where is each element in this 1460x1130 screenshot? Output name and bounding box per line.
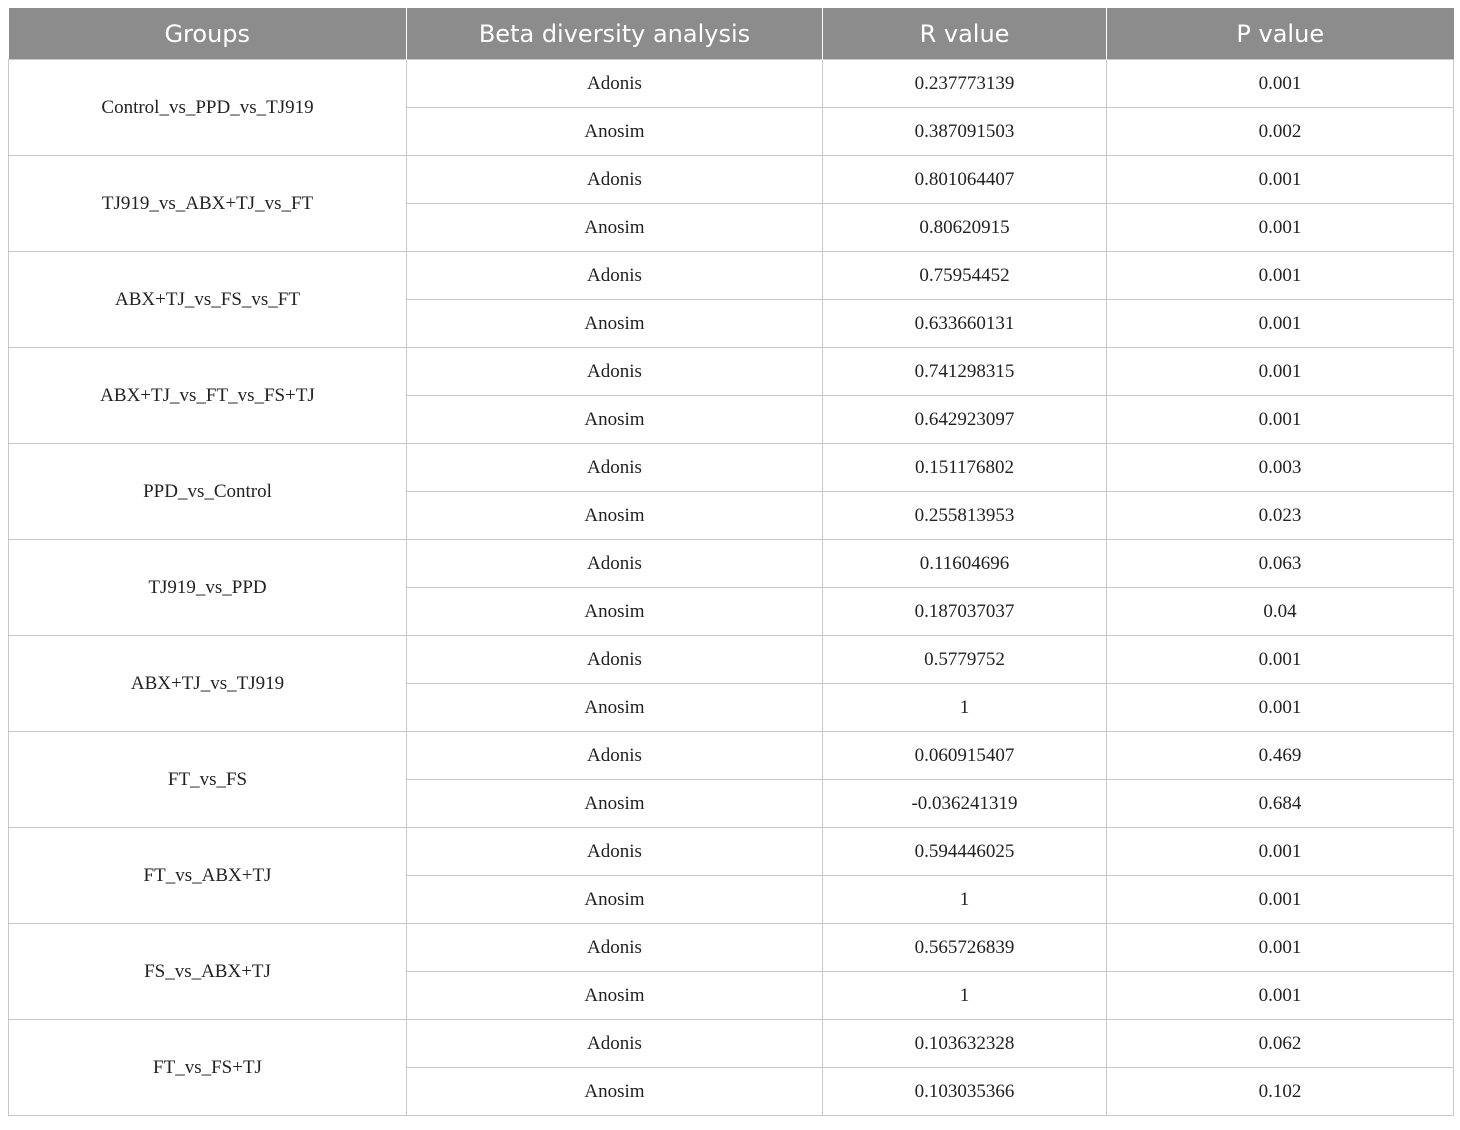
p-value-cell: 0.001 [1107,636,1454,684]
r-value-cell: 0.565726839 [823,924,1107,972]
table-row [9,252,1454,300]
method-cell: Anosim [407,492,823,540]
table-row [9,828,1454,876]
beta-diversity-table-container [8,8,1453,1116]
r-value-cell: 0.741298315 [823,348,1107,396]
table-row [9,156,1454,204]
r-value-cell: 0.594446025 [823,828,1107,876]
method-cell: Adonis [407,732,823,780]
p-value-cell: 0.684 [1107,780,1454,828]
group-cell: ABX+TJ_vs_FS_vs_FT [9,252,407,348]
r-value-cell: 0.11604696 [823,540,1107,588]
table-row [9,444,1454,492]
r-value-cell: 0.801064407 [823,156,1107,204]
method-cell: Anosim [407,588,823,636]
method-cell: Adonis [407,828,823,876]
beta-diversity-table [8,8,1454,1116]
method-cell: Adonis [407,60,823,108]
r-value-cell: 0.060915407 [823,732,1107,780]
p-value-cell: 0.001 [1107,204,1454,252]
group-cell: FT_vs_FS+TJ [9,1020,407,1116]
method-cell: Adonis [407,348,823,396]
p-value-cell: 0.001 [1107,972,1454,1020]
p-value-cell: 0.001 [1107,300,1454,348]
table-row [9,636,1454,684]
table-row [9,732,1454,780]
group-cell: FS_vs_ABX+TJ [9,924,407,1020]
r-value-cell: 0.80620915 [823,204,1107,252]
method-cell: Adonis [407,156,823,204]
group-cell: TJ919_vs_ABX+TJ_vs_FT [9,156,407,252]
table-row [9,60,1454,108]
p-value-cell: 0.469 [1107,732,1454,780]
p-value-cell: 0.002 [1107,108,1454,156]
method-cell: Anosim [407,780,823,828]
r-value-cell: 0.255813953 [823,492,1107,540]
method-cell: Anosim [407,396,823,444]
group-cell: Control_vs_PPD_vs_TJ919 [9,60,407,156]
group-cell: PPD_vs_Control [9,444,407,540]
r-value-cell: 0.75954452 [823,252,1107,300]
table-row [9,1020,1454,1068]
p-value-cell: 0.063 [1107,540,1454,588]
p-value-cell: 0.102 [1107,1068,1454,1116]
header-beta-diversity-analysis: Beta diversity analysis [407,8,823,60]
r-value-cell: 0.237773139 [823,60,1107,108]
method-cell: Adonis [407,1020,823,1068]
method-cell: Anosim [407,204,823,252]
r-value-cell: 1 [823,972,1107,1020]
header-row [9,8,1454,60]
p-value-cell: 0.001 [1107,348,1454,396]
table-body [9,60,1454,1116]
r-value-cell: 0.387091503 [823,108,1107,156]
group-cell: ABX+TJ_vs_TJ919 [9,636,407,732]
r-value-cell: 0.151176802 [823,444,1107,492]
table-row [9,540,1454,588]
table-header [9,8,1454,60]
p-value-cell: 0.001 [1107,396,1454,444]
p-value-cell: 0.001 [1107,252,1454,300]
group-cell: FT_vs_FS [9,732,407,828]
table-row [9,348,1454,396]
method-cell: Adonis [407,540,823,588]
method-cell: Adonis [407,636,823,684]
method-cell: Anosim [407,972,823,1020]
method-cell: Anosim [407,876,823,924]
p-value-cell: 0.023 [1107,492,1454,540]
group-cell: FT_vs_ABX+TJ [9,828,407,924]
method-cell: Anosim [407,1068,823,1116]
r-value-cell: 0.103035366 [823,1068,1107,1116]
method-cell: Adonis [407,444,823,492]
r-value-cell: -0.036241319 [823,780,1107,828]
p-value-cell: 0.003 [1107,444,1454,492]
table-row [9,924,1454,972]
r-value-cell: 0.187037037 [823,588,1107,636]
header-r-value: R value [823,8,1107,60]
p-value-cell: 0.001 [1107,684,1454,732]
r-value-cell: 1 [823,684,1107,732]
p-value-cell: 0.001 [1107,156,1454,204]
r-value-cell: 0.633660131 [823,300,1107,348]
p-value-cell: 0.04 [1107,588,1454,636]
r-value-cell: 0.642923097 [823,396,1107,444]
method-cell: Anosim [407,108,823,156]
header-groups: Groups [9,8,407,60]
method-cell: Adonis [407,924,823,972]
p-value-cell: 0.001 [1107,60,1454,108]
method-cell: Adonis [407,252,823,300]
r-value-cell: 0.103632328 [823,1020,1107,1068]
p-value-cell: 0.001 [1107,876,1454,924]
method-cell: Anosim [407,300,823,348]
group-cell: TJ919_vs_PPD [9,540,407,636]
p-value-cell: 0.001 [1107,924,1454,972]
r-value-cell: 0.5779752 [823,636,1107,684]
r-value-cell: 1 [823,876,1107,924]
p-value-cell: 0.062 [1107,1020,1454,1068]
header-p-value: P value [1107,8,1454,60]
p-value-cell: 0.001 [1107,828,1454,876]
group-cell: ABX+TJ_vs_FT_vs_FS+TJ [9,348,407,444]
method-cell: Anosim [407,684,823,732]
